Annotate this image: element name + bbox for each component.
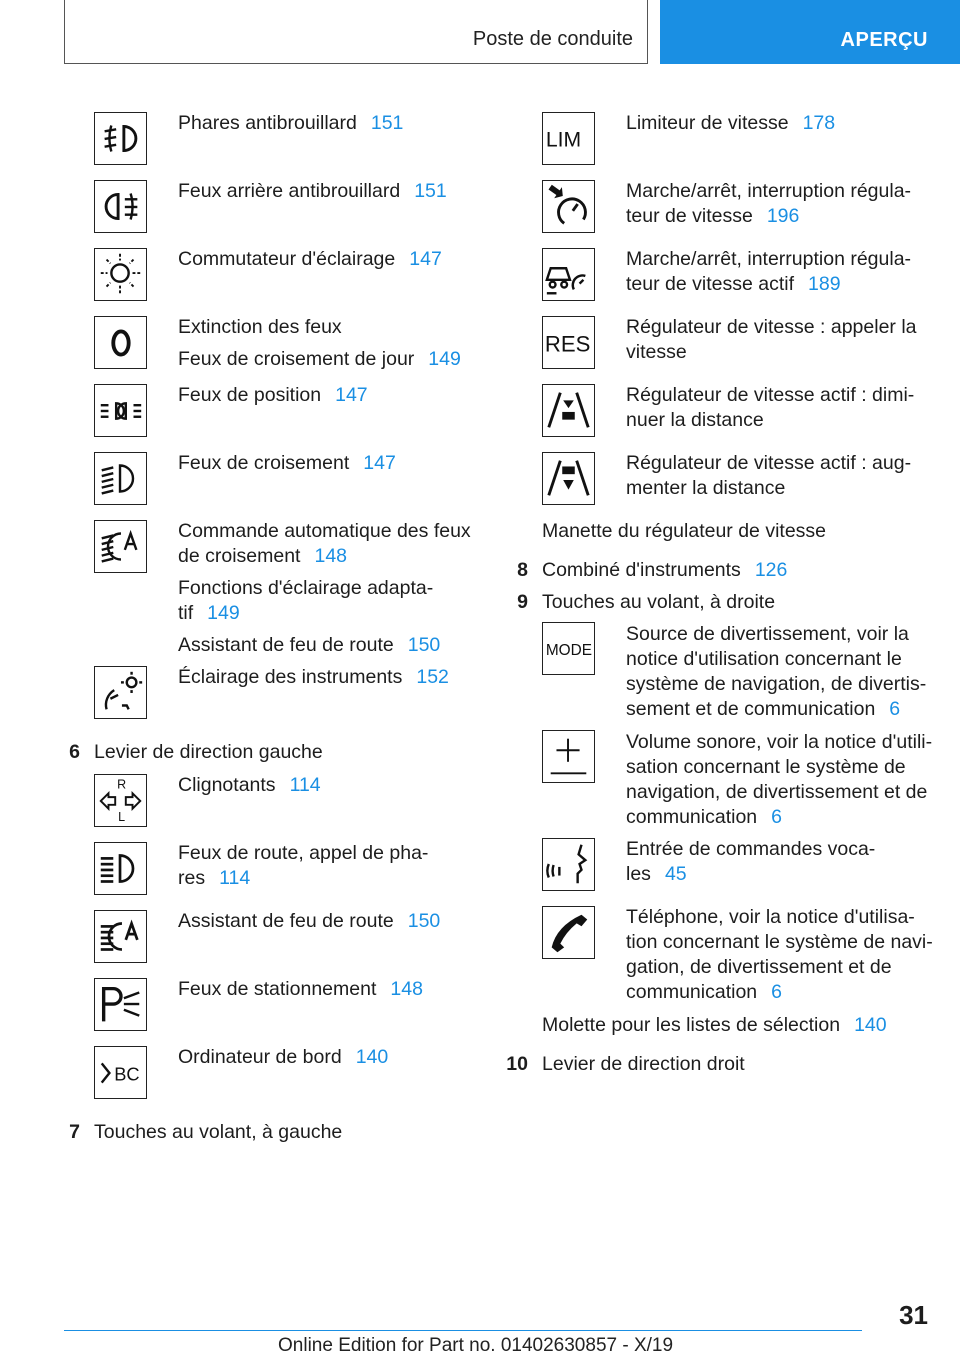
page-ref-link[interactable]: 114 [289, 774, 321, 796]
list-item-text: Régulateur de vitesse : appeler la [626, 316, 917, 338]
list-item-text: Téléphone, voir la notice d'utilisa- [626, 906, 915, 928]
list-item-text: notice d'utilisation concernant le [626, 648, 902, 670]
list-item-text: Commutateur d'éclairage 147 [178, 248, 442, 270]
page-ref-link[interactable]: 150 [407, 634, 441, 656]
list-item-text: Régulateur de vitesse actif : aug- [626, 452, 912, 474]
lights-off-icon [94, 316, 147, 369]
page-ref-link[interactable]: 6 [889, 698, 901, 720]
page-ref-link[interactable]: 189 [808, 273, 841, 295]
list-item-text: Fonctions d'éclairage adapta- [178, 577, 434, 599]
page-ref-link[interactable]: 148 [390, 978, 423, 1000]
list-item-text: menter la distance [626, 477, 786, 499]
list-item-text: Feux de position 147 [178, 384, 368, 406]
item-number: 10 [506, 1053, 528, 1075]
distance-decrease-icon [542, 384, 595, 437]
wheel-caption: Molette pour les listes de sélection 140 [542, 1014, 887, 1036]
list-item-text: navigation, de divertissement et de [626, 781, 928, 803]
page-ref-link[interactable]: 151 [370, 112, 404, 134]
page-ref-link[interactable]: 150 [407, 910, 441, 932]
distance-increase-icon [542, 452, 595, 505]
header-section-box [64, 0, 648, 64]
list-item-text: Source de divertissement, voir la [626, 623, 909, 645]
page-ref-link[interactable]: 149 [207, 602, 240, 624]
footer-edition: Online Edition for Part no. 01402630857 - X/19 [278, 1335, 674, 1356]
list-item-text: communication 6 [626, 981, 782, 1003]
list-item-text: Feux arrière antibrouillard 151 [178, 180, 447, 202]
cruise-caption: Manette du régulateur de vitesse [542, 520, 827, 542]
volume-icon [542, 730, 595, 783]
page-ref-link[interactable]: 151 [414, 180, 447, 202]
item-heading: Combiné d'instruments 126 [542, 559, 788, 581]
svg-text:MODE: MODE [545, 641, 593, 659]
page-ref-link[interactable]: 196 [766, 205, 800, 227]
cruise-control-icon [542, 180, 595, 233]
page-ref-link[interactable]: 140 [854, 1014, 887, 1036]
turn-signal-icon [94, 774, 147, 827]
svg-text:RES: RES [544, 331, 591, 357]
list-item-text: Entrée de commandes voca- [626, 838, 876, 860]
list-item-text: Limiteur de vitesse 178 [626, 112, 836, 134]
list-item-text: sement et de communication 6 [626, 698, 901, 720]
list-item-text: Feux de stationnement 148 [178, 978, 423, 1000]
item-heading: Touches au volant, à droite [542, 591, 776, 613]
high-beam-assist-icon [94, 910, 147, 963]
list-item-text: res 114 [178, 867, 251, 889]
item-heading: Levier de direction droit [542, 1053, 745, 1075]
section-title: Poste de conduite [472, 28, 633, 50]
list-item-text: Feux de croisement 147 [178, 452, 396, 474]
list-item-text: teur de vitesse 196 [626, 205, 800, 227]
speed-limiter-icon [542, 112, 595, 165]
list-item-text: Feux de route, appel de pha- [178, 842, 429, 864]
page-ref-link[interactable]: 152 [416, 666, 449, 688]
resume-icon [542, 316, 595, 369]
list-item-text: de croisement 148 [178, 545, 348, 567]
page-ref-link[interactable]: 147 [409, 248, 442, 270]
page-ref-link[interactable]: 148 [314, 545, 348, 567]
svg-text:BC: BC [114, 1063, 140, 1085]
list-item-text: Clignotants 114 [178, 774, 321, 796]
instrument-lighting-icon [94, 666, 147, 719]
high-beam-icon [94, 842, 147, 895]
item-heading: Levier de direction gauche [94, 741, 323, 763]
list-item-text: Feux de croisement de jour 149 [178, 348, 461, 370]
page-ref-link[interactable]: 178 [802, 112, 836, 134]
active-cruise-icon [542, 248, 595, 301]
list-item-text: Éclairage des instruments 152 [178, 666, 449, 688]
rear-fog-front-icon [94, 112, 147, 165]
list-item-text: sation concernant le système de [626, 756, 906, 778]
list-item-text: Marche/arrêt, interruption régula- [626, 180, 912, 202]
page-ref-link[interactable]: 6 [771, 806, 782, 828]
list-item-text: Phares antibrouillard 151 [178, 112, 404, 134]
item-number: 6 [69, 741, 80, 763]
list-item-text: Régulateur de vitesse actif : dimi- [626, 384, 915, 406]
list-item-text: tif 149 [178, 602, 240, 624]
page-ref-link[interactable]: 147 [335, 384, 368, 406]
page-ref-link[interactable]: 6 [771, 981, 782, 1003]
list-item-text: Volume sonore, voir la notice d'utili- [626, 731, 933, 753]
svg-text:R: R [117, 777, 127, 792]
footer-divider [64, 1330, 862, 1331]
page-ref-link[interactable]: 45 [664, 863, 687, 885]
low-beam-icon [94, 452, 147, 505]
parking-light-icon [94, 978, 147, 1031]
page-ref-link[interactable]: 140 [355, 1046, 389, 1068]
header-chapter-tab[interactable] [660, 0, 960, 64]
item-number: 8 [517, 559, 528, 581]
light-switch-icon [94, 248, 147, 301]
list-item-text: Assistant de feu de route 150 [178, 634, 441, 656]
rear-fog-light-icon [94, 180, 147, 233]
list-item-text: les 45 [626, 863, 687, 885]
page-number: 31 [899, 1300, 928, 1330]
list-item-text: Ordinateur de bord 140 [178, 1046, 389, 1068]
page-ref-link[interactable]: 126 [754, 559, 788, 581]
list-item-text: communication 6 [626, 806, 782, 828]
item-heading: Touches au volant, à gauche [94, 1121, 343, 1143]
page-ref-link[interactable]: 149 [428, 348, 461, 370]
item-number: 9 [517, 591, 528, 613]
svg-text:LIM: LIM [545, 128, 582, 152]
list-item-text: nuer la distance [626, 409, 764, 431]
list-item-text: Commande automatique des feux [178, 520, 471, 542]
item-number: 7 [69, 1121, 80, 1143]
mode-icon [542, 622, 595, 675]
list-item-text: Marche/arrêt, interruption régula- [626, 248, 912, 270]
voice-command-icon [542, 838, 595, 891]
onboard-computer-icon [94, 1046, 147, 1099]
phone-icon [542, 906, 595, 959]
page-ref-link[interactable]: 147 [363, 452, 396, 474]
list-item-text: Extinction des feux [178, 316, 342, 338]
chapter-title: APERÇU [840, 29, 928, 51]
parking-lights-icon [94, 384, 147, 437]
svg-text:L: L [118, 810, 126, 825]
list-item-text: gation, de divertissement et de [626, 956, 892, 978]
list-item-text: Assistant de feu de route 150 [178, 910, 441, 932]
list-item-text: système de navigation, de divertis- [626, 673, 927, 695]
page-ref-link[interactable]: 114 [219, 867, 251, 889]
list-item-text: teur de vitesse actif 189 [626, 273, 841, 295]
list-item-text: vitesse [626, 341, 687, 363]
auto-headlight-icon [94, 520, 147, 573]
list-item-text: tion concernant le système de navi- [626, 931, 933, 953]
